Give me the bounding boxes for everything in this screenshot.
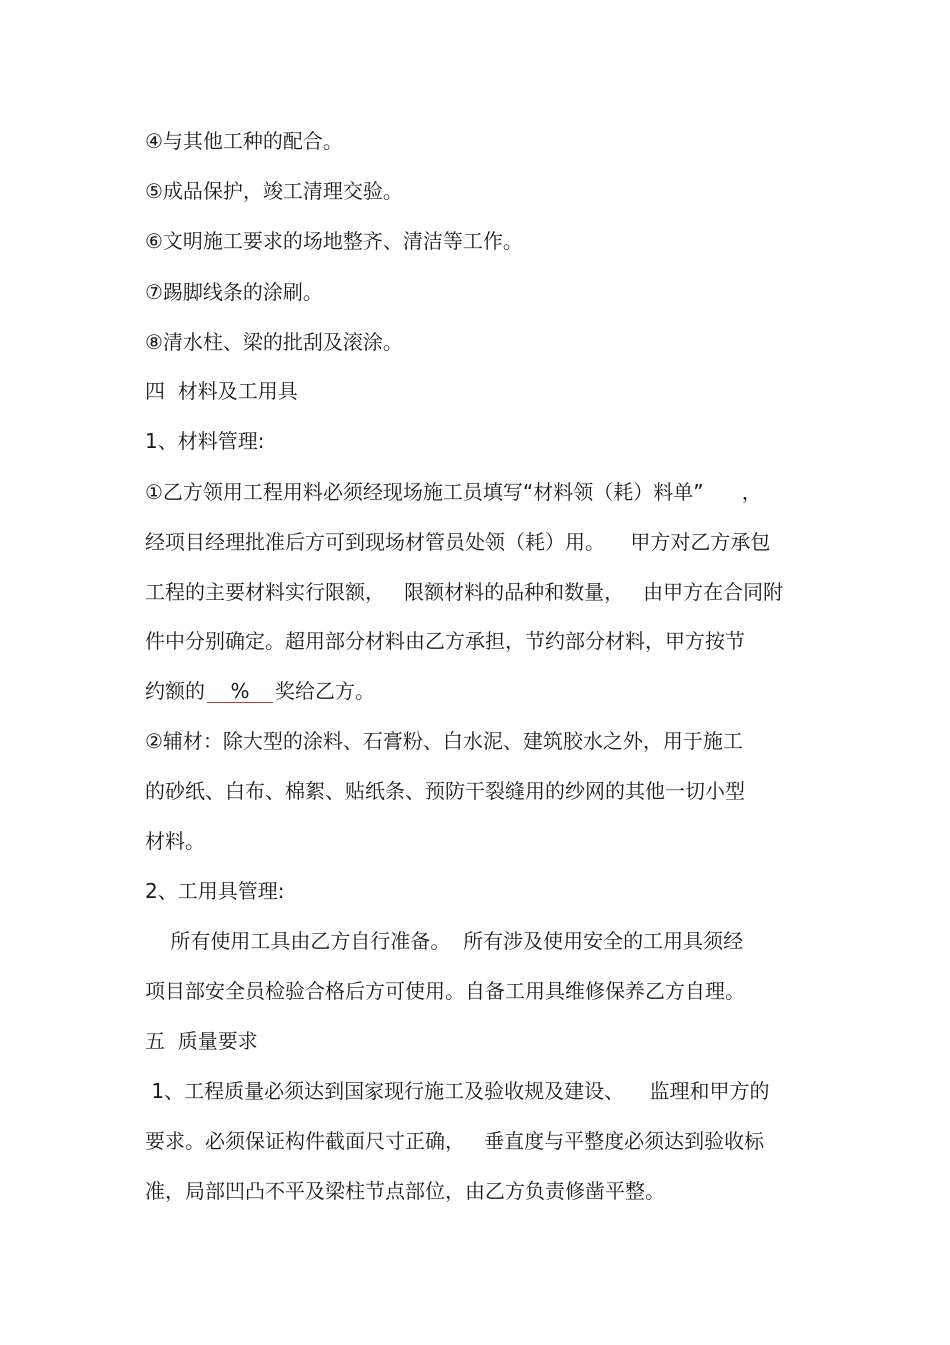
paragraph-line: 所有使用工具由乙方自行准备。 所有涉及使用安全的工用具须经 [145, 929, 744, 953]
subsection-tool-management: 2、工用具管理: [145, 879, 285, 903]
item-5: ⑤成品保护，竣工清理交验。 [145, 179, 403, 203]
paragraph-line: 经项目经理批准后方可到现场材管员处领（耗）用。 甲方对乙方承包 [145, 530, 771, 554]
paragraph-line: 工程的主要材料实行限额， 限额材料的品种和数量， 由甲方在合同附 [145, 580, 784, 604]
percent-blank: % [207, 680, 273, 703]
paragraph-line: ②辅材：除大型的涂料、石膏粉、白水泥、建筑胶水之外，用于施工 [145, 729, 743, 753]
paragraph-line: 件中分别确定。超用部分材料由乙方承担，节约部分材料，甲方按节 [145, 629, 745, 653]
paragraph-line: 1、工程质量必须达到国家现行施工及验收规及建设、 监理和甲方的 [145, 1079, 770, 1103]
subsection-material-management: 1、材料管理: [145, 429, 265, 453]
paragraph-line: ①乙方领用工程用料必须经现场施工员填写“材料领（耗）料单” ， [145, 480, 762, 504]
item-4: ④与其他工种的配合。 [145, 129, 343, 153]
paragraph-line: 的砂纸、白布、棉絮、贴纸条、预防干裂缝用的纱网的其他一切小型 [145, 779, 745, 803]
section-5-heading: 五 质量要求 [145, 1029, 258, 1053]
paragraph-line: 项目部安全员检验合格后方可使用。自备工用具维修保养乙方自理。 [145, 979, 745, 1003]
paragraph-line: 要求。必须保证构件截面尺寸正确， 垂直度与平整度必须达到验收标 [145, 1129, 765, 1153]
item-7: ⑦踢脚线条的涂刷。 [145, 280, 323, 304]
section-4-heading: 四 材料及工用具 [145, 379, 298, 403]
reward-prefix: 约额的 [145, 679, 205, 703]
item-6: ⑥文明施工要求的场地整齐、清洁等工作。 [145, 229, 523, 253]
reward-line [145, 678, 375, 704]
reward-suffix: 奖给乙方。 [275, 679, 375, 703]
paragraph-line: 准，局部凹凸不平及梁柱节点部位，由乙方负责修凿平整。 [145, 1179, 665, 1203]
paragraph-line: 材料。 [145, 829, 205, 853]
item-8: ⑧清水柱、梁的批刮及滚涂。 [145, 330, 403, 354]
